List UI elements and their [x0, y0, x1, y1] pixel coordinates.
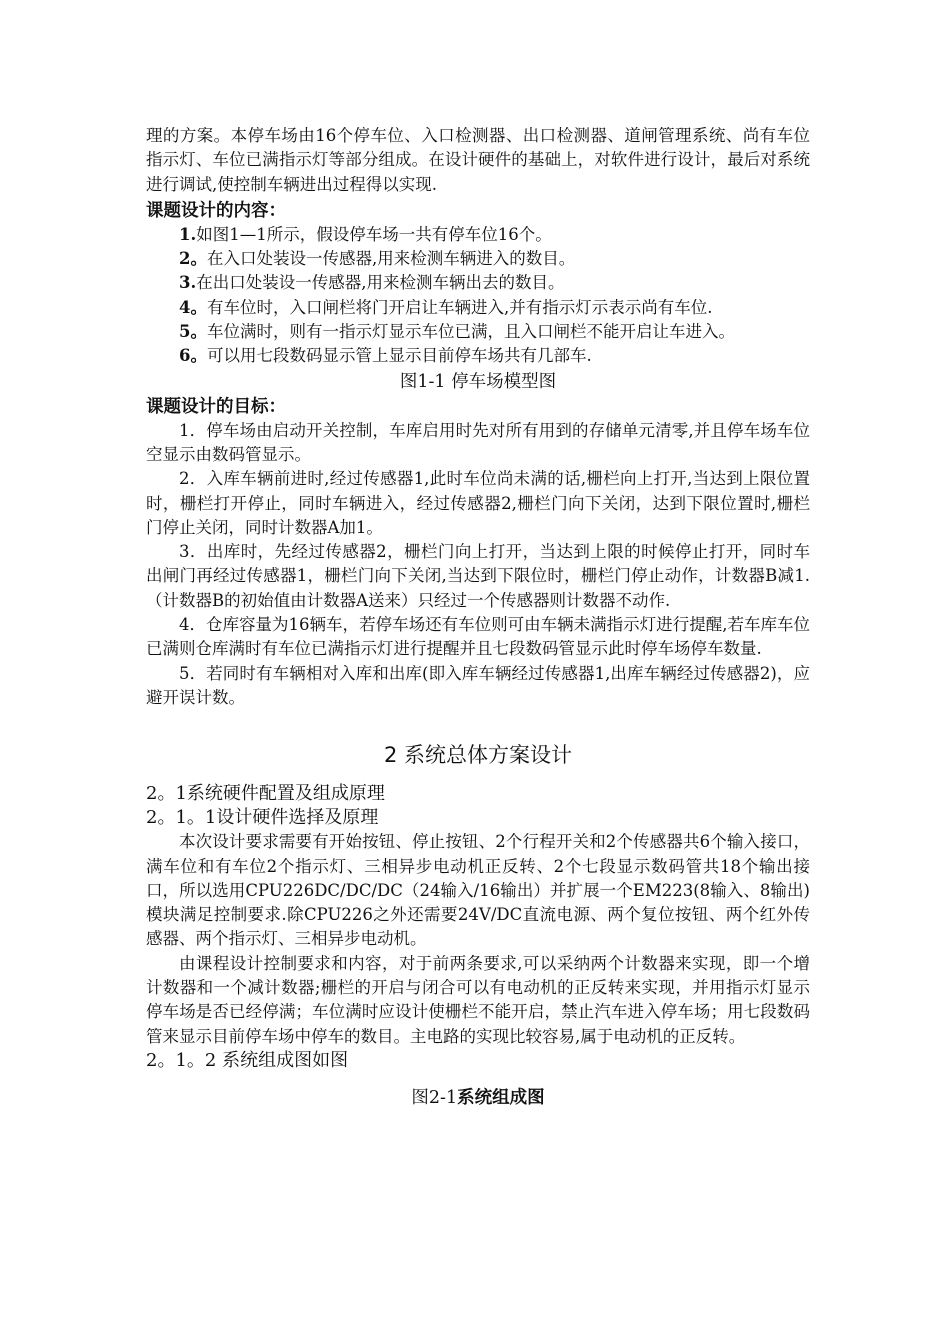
item-text: 可以用七段数码显示管上显示目前停车场共有几部车.: [206, 346, 592, 366]
content-item-4: [146, 296, 810, 320]
subsection-2-1-1-title: 2。1。1设计硬件选择及原理: [146, 807, 379, 829]
content-item-3: [146, 271, 810, 295]
document-page: [146, 124, 810, 1111]
figure-title: 系统组成图: [457, 1087, 545, 1108]
goal-paragraph-1: 1．停车场由启动开关控制，车库启用时先对所有用到的存储单元清零,并且停车场车位空显示由数码管显示。: [146, 420, 810, 464]
goal-paragraph-5: 5．若同时有车辆相对入库和出库(即入库车辆经过传感器1,出库车辆经过传感器2)，应避开误计数。: [146, 663, 810, 707]
item-text: 在入口处装设一传感器,用来检测车辆进入的数目。: [206, 249, 576, 269]
figure-number: 图2-1: [411, 1087, 458, 1108]
intro-paragraph: 理的方案。本停车场由16个停车位、入口检测器、出口检测器、道闸管理系统、尚有车位指示灯、车位已满指示灯等部分组成。在设计硬件的基础上，对软件进行设计，最后对系统进行调试,使控制车辆进出过程得以实现.: [146, 126, 810, 194]
item-number: 1.: [179, 224, 197, 244]
subsection-2-1-2-title: 2。1。2 系统组成图如图: [146, 1049, 349, 1071]
item-text: 有车位时，入口闸栏将门开启让车辆进入,并有指示灯示表示尚有车位.: [206, 297, 713, 317]
item-number: 2。: [179, 249, 207, 269]
item-number: 4。: [179, 297, 207, 317]
item-number: 3.: [179, 273, 197, 293]
content-item-6: [146, 344, 810, 368]
content-item-2: [146, 247, 810, 271]
subsection-2-1-title: 2。1系统硬件配置及组成原理: [146, 783, 385, 805]
figure-2-1-caption: [146, 1085, 810, 1111]
item-number: 5。: [179, 322, 207, 342]
figure-1-1-caption: 图1-1 停车场模型图: [399, 371, 557, 392]
design-paragraph: 由课程设计控制要求和内容，对于前两条要求,可以采纳两个计数器来实现，即一个增计数器和一个减计数器;栅栏的开启与闭合可以有电动机的正反转来实现，并用指示灯显示停车场是否已经停满；车位满时应设计使栅栏不能开启，禁止汽车进入停车场；用七段数码管来显示目前停车场中停车的数目。主电路的实现比较容易,属于电动机的正反转。: [146, 953, 810, 1046]
content-item-5: [146, 320, 810, 344]
item-text: 车位满时，则有一指示灯显示车位已满，且入口闸栏不能开启让车进入。: [206, 322, 735, 342]
content-heading: 课题设计的内容：: [146, 200, 286, 221]
goals-heading: 课题设计的目标：: [146, 396, 286, 417]
item-text: 在出口处装设一传感器,用来检测车辆出去的数目。: [196, 273, 565, 293]
section-2-title: 2 系统总体方案设计: [383, 743, 573, 768]
goal-paragraph-4: 4．仓库容量为16辆车，若停车场还有车位则可由车辆未满指示灯进行提醒,若车库车位已满则仓库满时有车位已满指示灯进行提醒并且七段数码管显示此时停车场停车数量.: [146, 615, 810, 659]
goal-paragraph-3: 3．出库时，先经过传感器2，栅栏门向上打开，当达到上限的时候停止打开，同时车出闸门再经过传感器1，栅栏门向下关闭,当达到下限位时，栅栏门停止动作，计数器B减1.（计数器B的初始值由计数器A送来）只经过一个传感器则计数器不动作.: [146, 542, 810, 610]
goal-paragraph-2: 2．入库车辆前进时,经过传感器1,此时车位尚未满的话,栅栏向上打开,当达到上限位置时，栅栏打开停止，同时车辆进入，经过传感器2,栅栏门向下关闭，达到下限位置时,栅栏门停止关闭，同时计数器A加1。: [146, 469, 810, 537]
item-text: 如图1—1所示，假设停车场一共有停车位16个。: [196, 224, 552, 244]
hardware-paragraph: 本次设计要求需要有开始按钮、停止按钮、2个行程开关和2个传感器共6个输入接口，满车位和有车位2个指示灯、三相异步电动机正反转、2个七段显示数码管共18个输出接口，所以选用CPU226DC/DC/DC（24输入/16输出）并扩展一个EM223(8输入、8输出)模块满足控制要求.除CPU226之外还需要24V/DC直流电源、两个复位按钮、两个红外传感器、两个指示灯、三相异步电动机。: [146, 832, 810, 949]
item-number: 6。: [179, 346, 207, 366]
content-item-1: [146, 223, 810, 247]
